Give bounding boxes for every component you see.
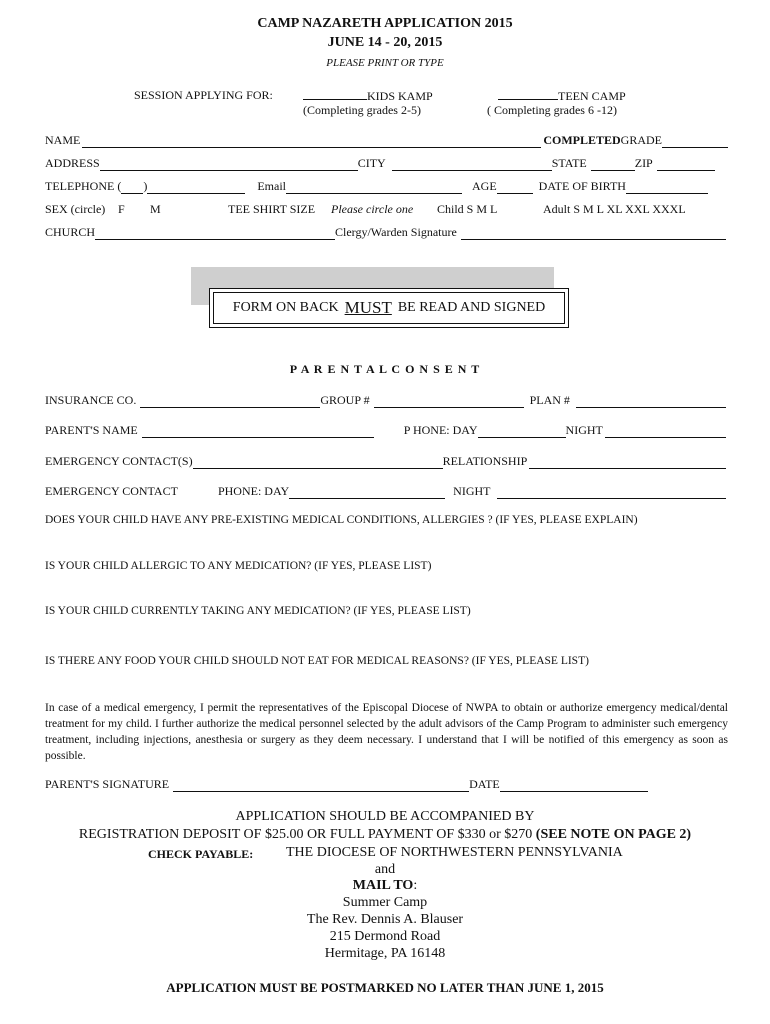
child-sizes[interactable]: Child S M L [437,202,498,216]
insurance-label: INSURANCE CO. [45,393,137,407]
insurance-row [45,393,728,408]
address-line-2: The Rev. Dennis A. Blauser [306,912,464,927]
church-row [45,225,728,240]
kids-camp-label: KIDS KAMP [367,89,433,103]
teen-camp-grades: ( Completing grades 6 -12) [487,103,617,117]
church-label: CHURCH [45,225,96,239]
teen-camp-option[interactable] [498,88,626,104]
relationship-label: RELATIONSHIP [442,454,528,468]
group-label: GROUP # [320,393,370,407]
email-field[interactable] [286,182,462,194]
zip-label: ZIP [634,156,653,170]
notice-pre: FORM ON BACK [232,300,339,315]
church-field[interactable] [95,228,335,240]
form-title: CAMP NAZARETH APPLICATION 2015 [257,16,513,31]
address-line-1: Summer Camp [342,895,428,910]
print-instruction: PLEASE PRINT OR TYPE [326,57,444,69]
sex-option-m[interactable]: M [150,202,161,216]
age-field[interactable] [497,182,533,194]
consent-paragraph: In case of a medical emergency, I permit the representatives of the Episcopal Diocese of NWPA to obtain or authorize emergency medical/dental treatment for my child. I further authorize the medical personnel selected by the adult advisors of the Camp Program to administer such emergency treatment, including injections, anesthesia or surgery as they deem necessary. I understand that I will be notified of this emergency as soon as possible. [45,702,728,762]
kids-camp-grades: (Completing grades 2-5) [303,103,421,117]
relationship-field[interactable] [529,456,726,469]
city-field[interactable] [392,159,552,171]
footer-line2 [0,827,770,843]
name-row [45,133,728,148]
completed-label: COMPLETED [543,133,621,147]
telephone-field[interactable] [147,182,245,194]
consent-heading: P A R E N T A L C O N S E N T [289,362,481,376]
dob-label: DATE OF BIRTH [538,179,626,193]
phone-day-label: P HONE: DAY [403,423,478,437]
night-field[interactable] [605,425,726,438]
address-line-4: Hermitage, PA 16148 [324,946,446,961]
address-field[interactable] [100,159,358,171]
adult-sizes[interactable]: Adult S M L XL XXL XXXL [543,202,686,216]
insurance-field[interactable] [140,396,320,408]
night-label: NIGHT [565,423,603,437]
telephone-paren: ) [143,179,148,193]
kids-camp-blank[interactable] [303,88,367,100]
notice-box [209,288,569,328]
clergy-signature-field[interactable] [461,227,726,240]
plan-label: PLAN # [529,393,570,407]
parent-name-label: PARENT'S NAME [45,423,138,437]
kids-camp-option[interactable] [303,88,433,104]
date-field[interactable] [500,780,648,792]
signature-row [45,777,665,792]
notice-text [213,292,565,324]
telephone-label: TELEPHONE ( [45,179,122,193]
address-line-3: 215 Dermond Road [329,929,441,944]
footer-line1: APPLICATION SHOULD BE ACCOMPANIED BY [235,809,535,824]
question-food-restriction: IS THERE ANY FOOD YOUR CHILD SHOULD NOT EAT FOR MEDICAL REASONS? (IF YES, PLEASE LIST) [45,655,589,667]
date-label: DATE [469,777,500,791]
emergency-contacts-label: EMERGENCY CONTACT(S) [45,454,193,468]
footer-deposit: REGISTRATION DEPOSIT OF $25.00 OR FULL PAYMENT OF $330 or $270 [78,827,533,842]
phone-day2-field[interactable] [289,487,445,499]
signature-field[interactable] [173,780,469,792]
signature-label: PARENT'S SIGNATURE [45,777,170,791]
footer-note: (SEE NOTE ON PAGE 2) [535,827,692,842]
check-payable-to: THE DIOCESE OF NORTHWESTERN PENNSYLVANIA [286,845,623,860]
teen-camp-label: TEEN CAMP [558,89,626,103]
name-label: NAME [45,133,81,147]
teen-camp-blank[interactable] [498,88,558,100]
address-label: ADDRESS [45,156,100,170]
clergy-label: Clergy/Warden Signature [335,225,457,239]
camp-dates: JUNE 14 - 20, 2015 [327,35,443,50]
footer-and: and [374,862,396,877]
state-label: STATE [551,156,587,170]
mail-to-label: MAIL TO [352,878,414,893]
mail-to-heading [0,878,770,894]
question-medication-allergy: IS YOUR CHILD ALLERGIC TO ANY MEDICATION? (IF YES, PLEASE LIST) [45,560,432,572]
check-payable-label: CHECK PAYABLE: [148,847,254,861]
email-label: Email [257,179,286,193]
emergency-contact-label: EMERGENCY CONTACT [45,484,178,498]
name-field[interactable] [82,135,541,148]
emergency-contacts-row [45,454,728,469]
notice-post: BE READ AND SIGNED [397,300,546,315]
question-medical-conditions: DOES YOUR CHILD HAVE ANY PRE-EXISTING MEDICAL CONDITIONS, ALLERGIES ? (IF YES, PLEASE EXPLAIN) [45,514,638,526]
parent-name-field[interactable] [142,426,374,438]
parent-row [45,423,728,438]
session-label: SESSION APPLYING FOR: [134,88,273,102]
postmark-deadline: APPLICATION MUST BE POSTMARKED NO LATER THAN JUNE 1, 2015 [166,980,604,995]
phone-day-field[interactable] [478,426,566,438]
sex-option-f[interactable]: F [118,202,125,216]
emergency-contacts-field[interactable] [193,457,443,469]
age-label: AGE [472,179,497,193]
state-field[interactable] [591,159,635,171]
tshirt-label: TEE SHIRT SIZE [228,202,316,216]
area-code-field[interactable] [121,182,143,194]
plan-field[interactable] [576,395,726,408]
mail-to-colon: : [413,878,418,893]
zip-field[interactable] [657,159,715,171]
grade-label: GRADE [620,133,662,147]
question-current-medication: IS YOUR CHILD CURRENTLY TAKING ANY MEDICATION? (IF YES, PLEASE LIST) [45,605,471,617]
telephone-row [45,179,728,194]
night2-label: NIGHT [453,484,491,498]
notice-must: MUST [344,298,392,317]
sex-label: SEX (circle) [45,202,106,216]
city-label: CITY [357,156,386,170]
circle-one-note: Please circle one [331,202,414,216]
group-field[interactable] [374,396,524,408]
dob-field[interactable] [626,182,708,194]
phone-day2-label: PHONE: DAY [217,484,290,498]
address-row [45,156,728,171]
grade-field[interactable] [662,136,728,148]
emergency-contact-row [45,484,728,499]
night2-field[interactable] [497,486,727,499]
